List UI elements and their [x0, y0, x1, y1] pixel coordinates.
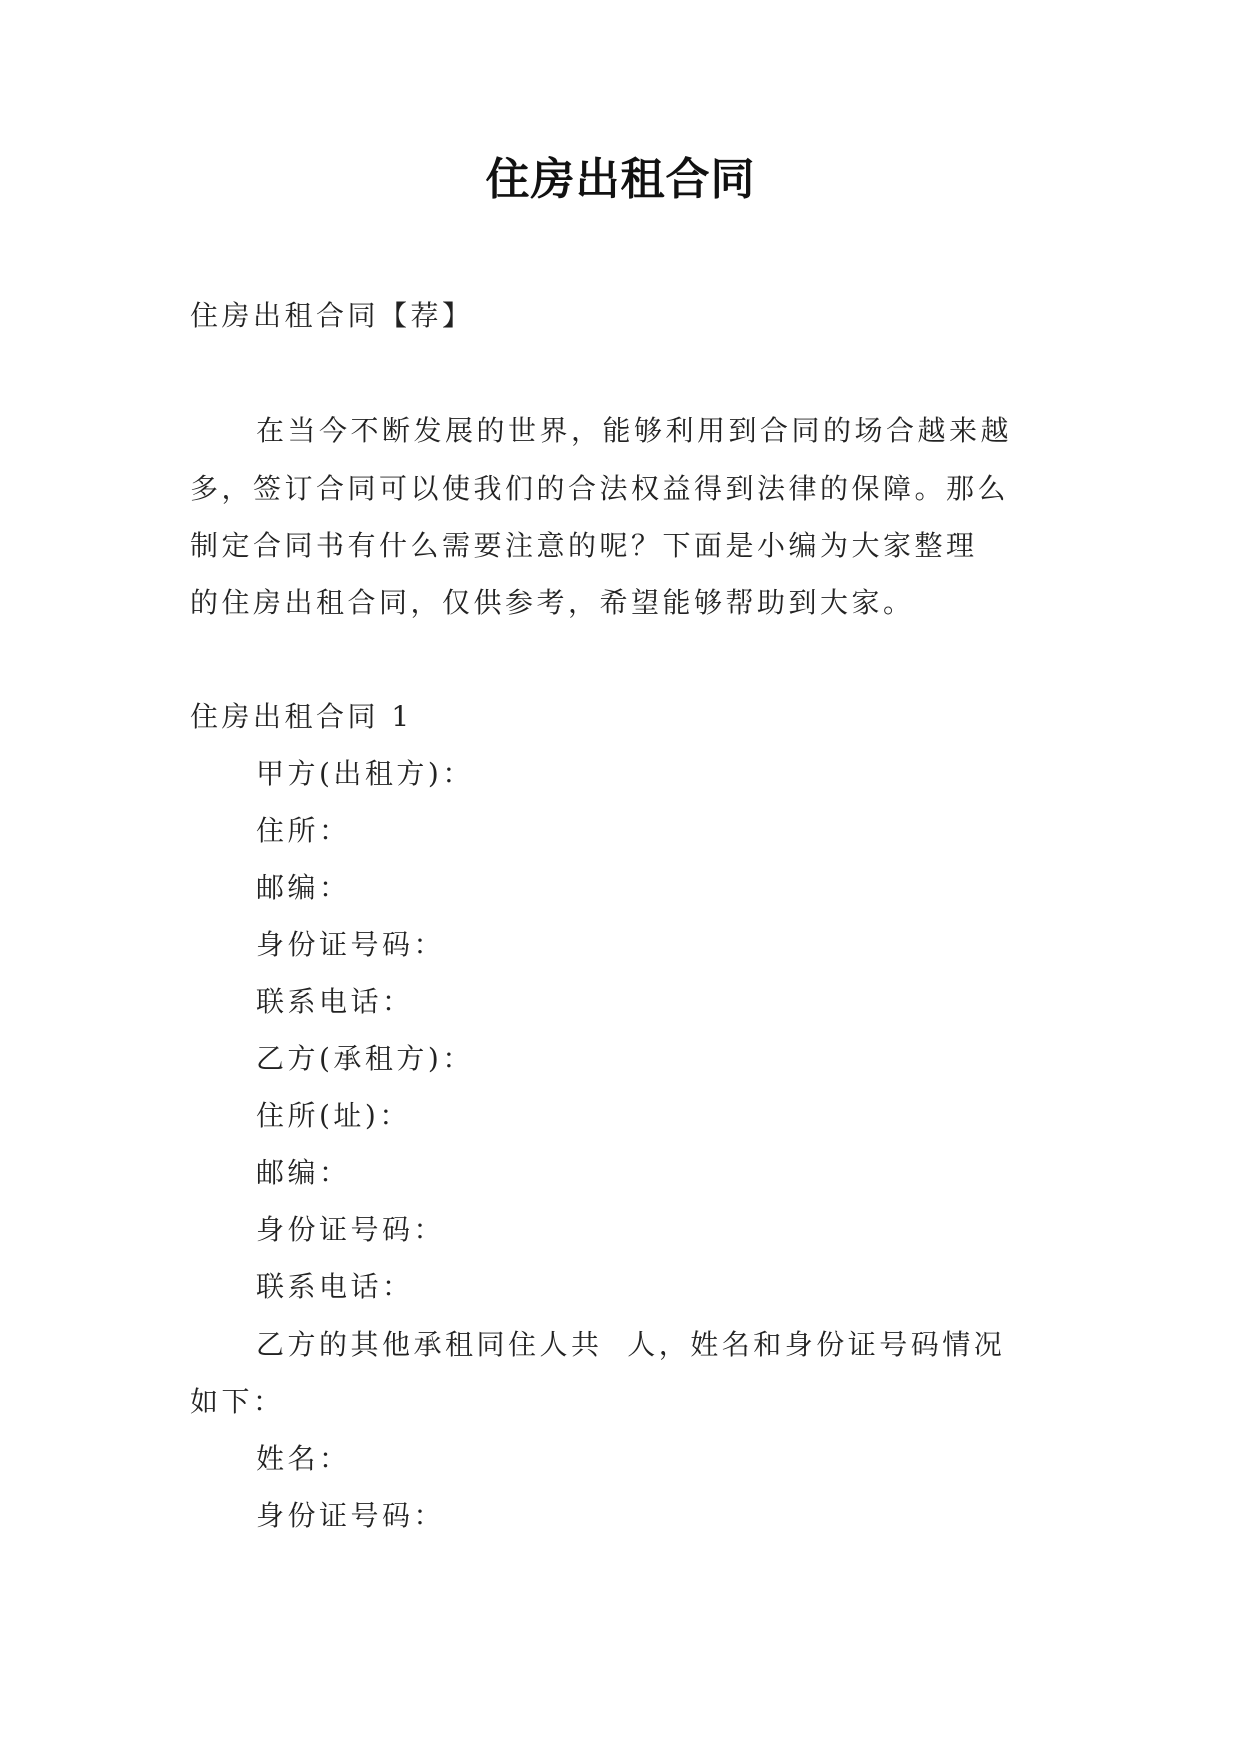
intro-line: 多，签订合同可以使我们的合法权益得到法律的保障。那么	[190, 472, 1010, 505]
cotenant-name: 姓名：	[256, 1442, 351, 1475]
cotenants-statement: 乙方的其他承租同住人共 人，姓名和身份证号码情况	[256, 1328, 1006, 1361]
intro-line: 的住房出租合同，仅供参考，希望能够帮助到大家。	[190, 586, 915, 619]
intro-line: 制定合同书有什么需要注意的呢？下面是小编为大家整理	[190, 529, 978, 562]
party-a-id-number: 身份证号码：	[256, 928, 446, 961]
party-a-postcode: 邮编：	[256, 871, 351, 904]
party-b-id-number: 身份证号码：	[256, 1213, 446, 1246]
document-subtitle: 住房出租合同【荐】	[190, 299, 474, 332]
party-b-phone: 联系电话：	[256, 1270, 414, 1303]
intro-line: 在当今不断发展的世界，能够利用到合同的场合越来越	[256, 414, 1013, 447]
party-b-label: 乙方(承租方)：	[256, 1042, 474, 1075]
party-b-postcode: 邮编：	[256, 1156, 351, 1189]
party-a-phone: 联系电话：	[256, 985, 414, 1018]
cotenants-statement-continued: 如下：	[190, 1385, 285, 1418]
party-a-address: 住所：	[256, 814, 351, 847]
party-a-label: 甲方(出租方)：	[256, 757, 474, 790]
party-b-address: 住所(址)：	[256, 1099, 411, 1132]
cotenant-id-number: 身份证号码：	[256, 1499, 446, 1532]
section-heading: 住房出租合同 1	[190, 700, 413, 733]
document-title: 住房出租合同	[485, 154, 756, 205]
